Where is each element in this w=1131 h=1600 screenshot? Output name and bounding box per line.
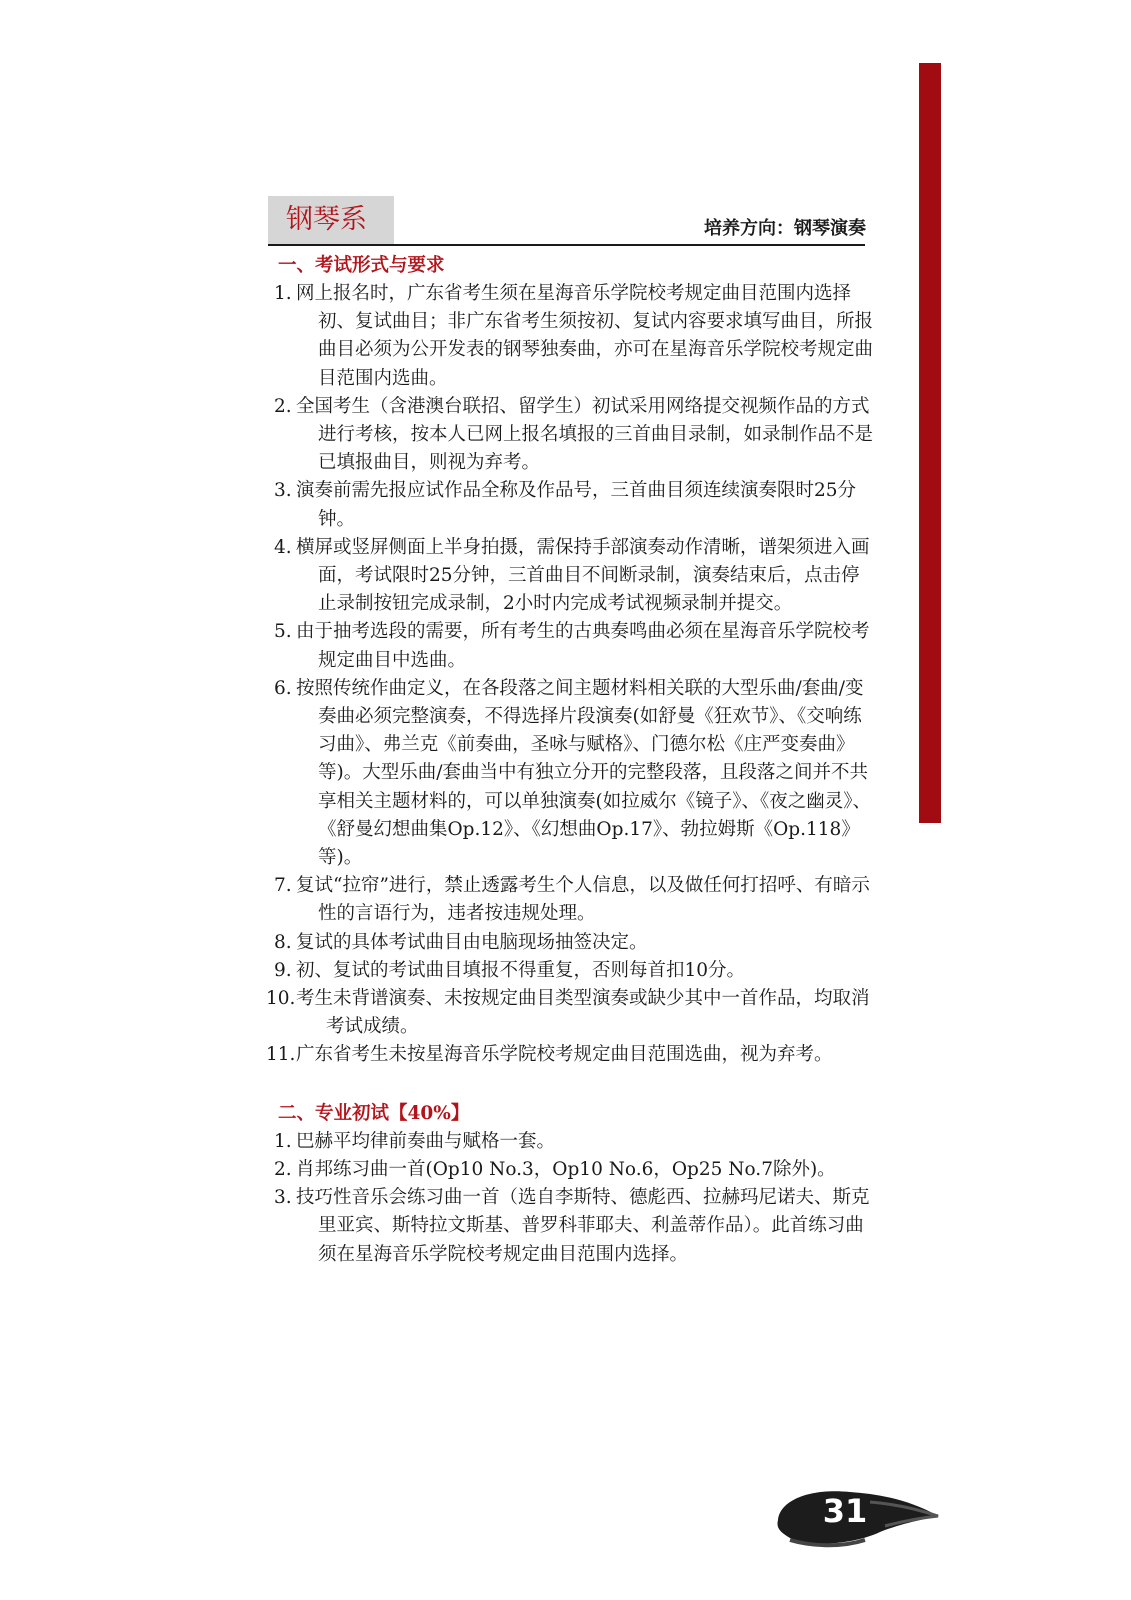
list-item: 11.广东省考生未按星海音乐学院校考规定曲目范围选曲，视为弃考。 bbox=[266, 1044, 833, 1066]
decorative-side-bar bbox=[919, 63, 941, 823]
list-item: 1. 巴赫平均律前奏曲与赋格一套。 bbox=[274, 1130, 556, 1152]
list-item: 7. 复试“拉帘”进行，禁止透露考生个人信息，以及做任何打招呼、有暗示性的言语行为，违者按违规处理。 bbox=[274, 875, 870, 925]
list-item: 2. 肖邦练习曲一首(Op10 No.3，Op10 No.6，Op25 No.7除外)。 bbox=[274, 1158, 836, 1180]
list-item: 5. 由于抽考选段的需要，所有考生的古典奏鸣曲必须在星海音乐学院校考规定曲目中选曲。 bbox=[274, 621, 870, 671]
list-item: 3. 技巧性音乐会练习曲一首（选自李斯特、德彪西、拉赫玛尼诺夫、斯克里亚宾、斯特拉文斯基、普罗科菲耶夫、利盖蒂作品）。此首练习曲须在星海音乐学院校考规定曲目范围内选择。 bbox=[274, 1187, 870, 1265]
list-item: 10.考生未背谱演奏、未按规定曲目类型演奏或缺少其中一首作品，均取消考试成绩。 bbox=[266, 988, 870, 1038]
exam-requirements-list bbox=[266, 280, 878, 1070]
page-number-badge bbox=[770, 1482, 940, 1552]
list-item: 9. 初、复试的考试曲目填报不得重复，否则每首扣10分。 bbox=[274, 959, 746, 981]
preliminary-repertoire-list bbox=[274, 1128, 878, 1269]
list-item: 6. 按照传统作曲定义，在各段落之间主题材料相关联的大型乐曲/套曲/变奏曲必须完整演奏，不得选择片段演奏(如舒曼《狂欢节》、《交响练习曲》、弗兰克《前奏曲，圣咏与赋格》、门德尔松《庄严变奏曲》等)。大型乐曲/套曲当中有独立分开的完整段落，且段落之间并不共享相关主题材料的，可以单独演奏(如拉威尔《镜子》、《夜之幽灵》、《舒曼幻想曲集Op.12》、《幻想曲Op.17》、勃拉姆斯《Op.118》等)。 bbox=[274, 677, 871, 869]
section-heading-exam-format: 一、考试形式与要求 bbox=[278, 255, 445, 276]
section-heading-preliminary: 二、专业初试【40%】 bbox=[278, 1102, 470, 1124]
list-item: 4. 横屏或竖屏侧面上半身拍摄，需保持手部演奏动作清晰，谱架须进入画面，考试限时25分钟，三首曲目不间断录制，演奏结束后，点击停止录制按钮完成录制，2小时内完成考试视频录制并提交。 bbox=[274, 536, 870, 615]
department-tab: 钢琴系 bbox=[268, 196, 394, 244]
list-item: 8. 复试的具体考试曲目由电脑现场抽签决定。 bbox=[274, 931, 648, 953]
list-item: 1. 网上报名时，广东省考生须在星海音乐学院校考规定曲目范围内选择初、复试曲目；非广东省考生须按初、复试内容要求填写曲目，所报曲目必须为公开发表的钢琴独奏曲，亦可在星海音乐学院校考规定曲目范围内选曲。 bbox=[274, 283, 874, 389]
training-direction: 培养方向：钢琴演奏 bbox=[704, 218, 866, 239]
page-number: 31 bbox=[822, 1492, 868, 1530]
list-item: 3. 演奏前需先报应试作品全称及作品号，三首曲目须连续演奏限时25分钟。 bbox=[274, 480, 857, 530]
header-rule bbox=[268, 244, 865, 246]
page-content bbox=[266, 252, 878, 1269]
list-item: 2. 全国考生（含港澳台联招、留学生）初试采用网络提交视频作品的方式进行考核，按本人已网上报名填报的三首曲目录制，如录制作品不是已填报曲目，则视为弃考。 bbox=[274, 395, 874, 474]
